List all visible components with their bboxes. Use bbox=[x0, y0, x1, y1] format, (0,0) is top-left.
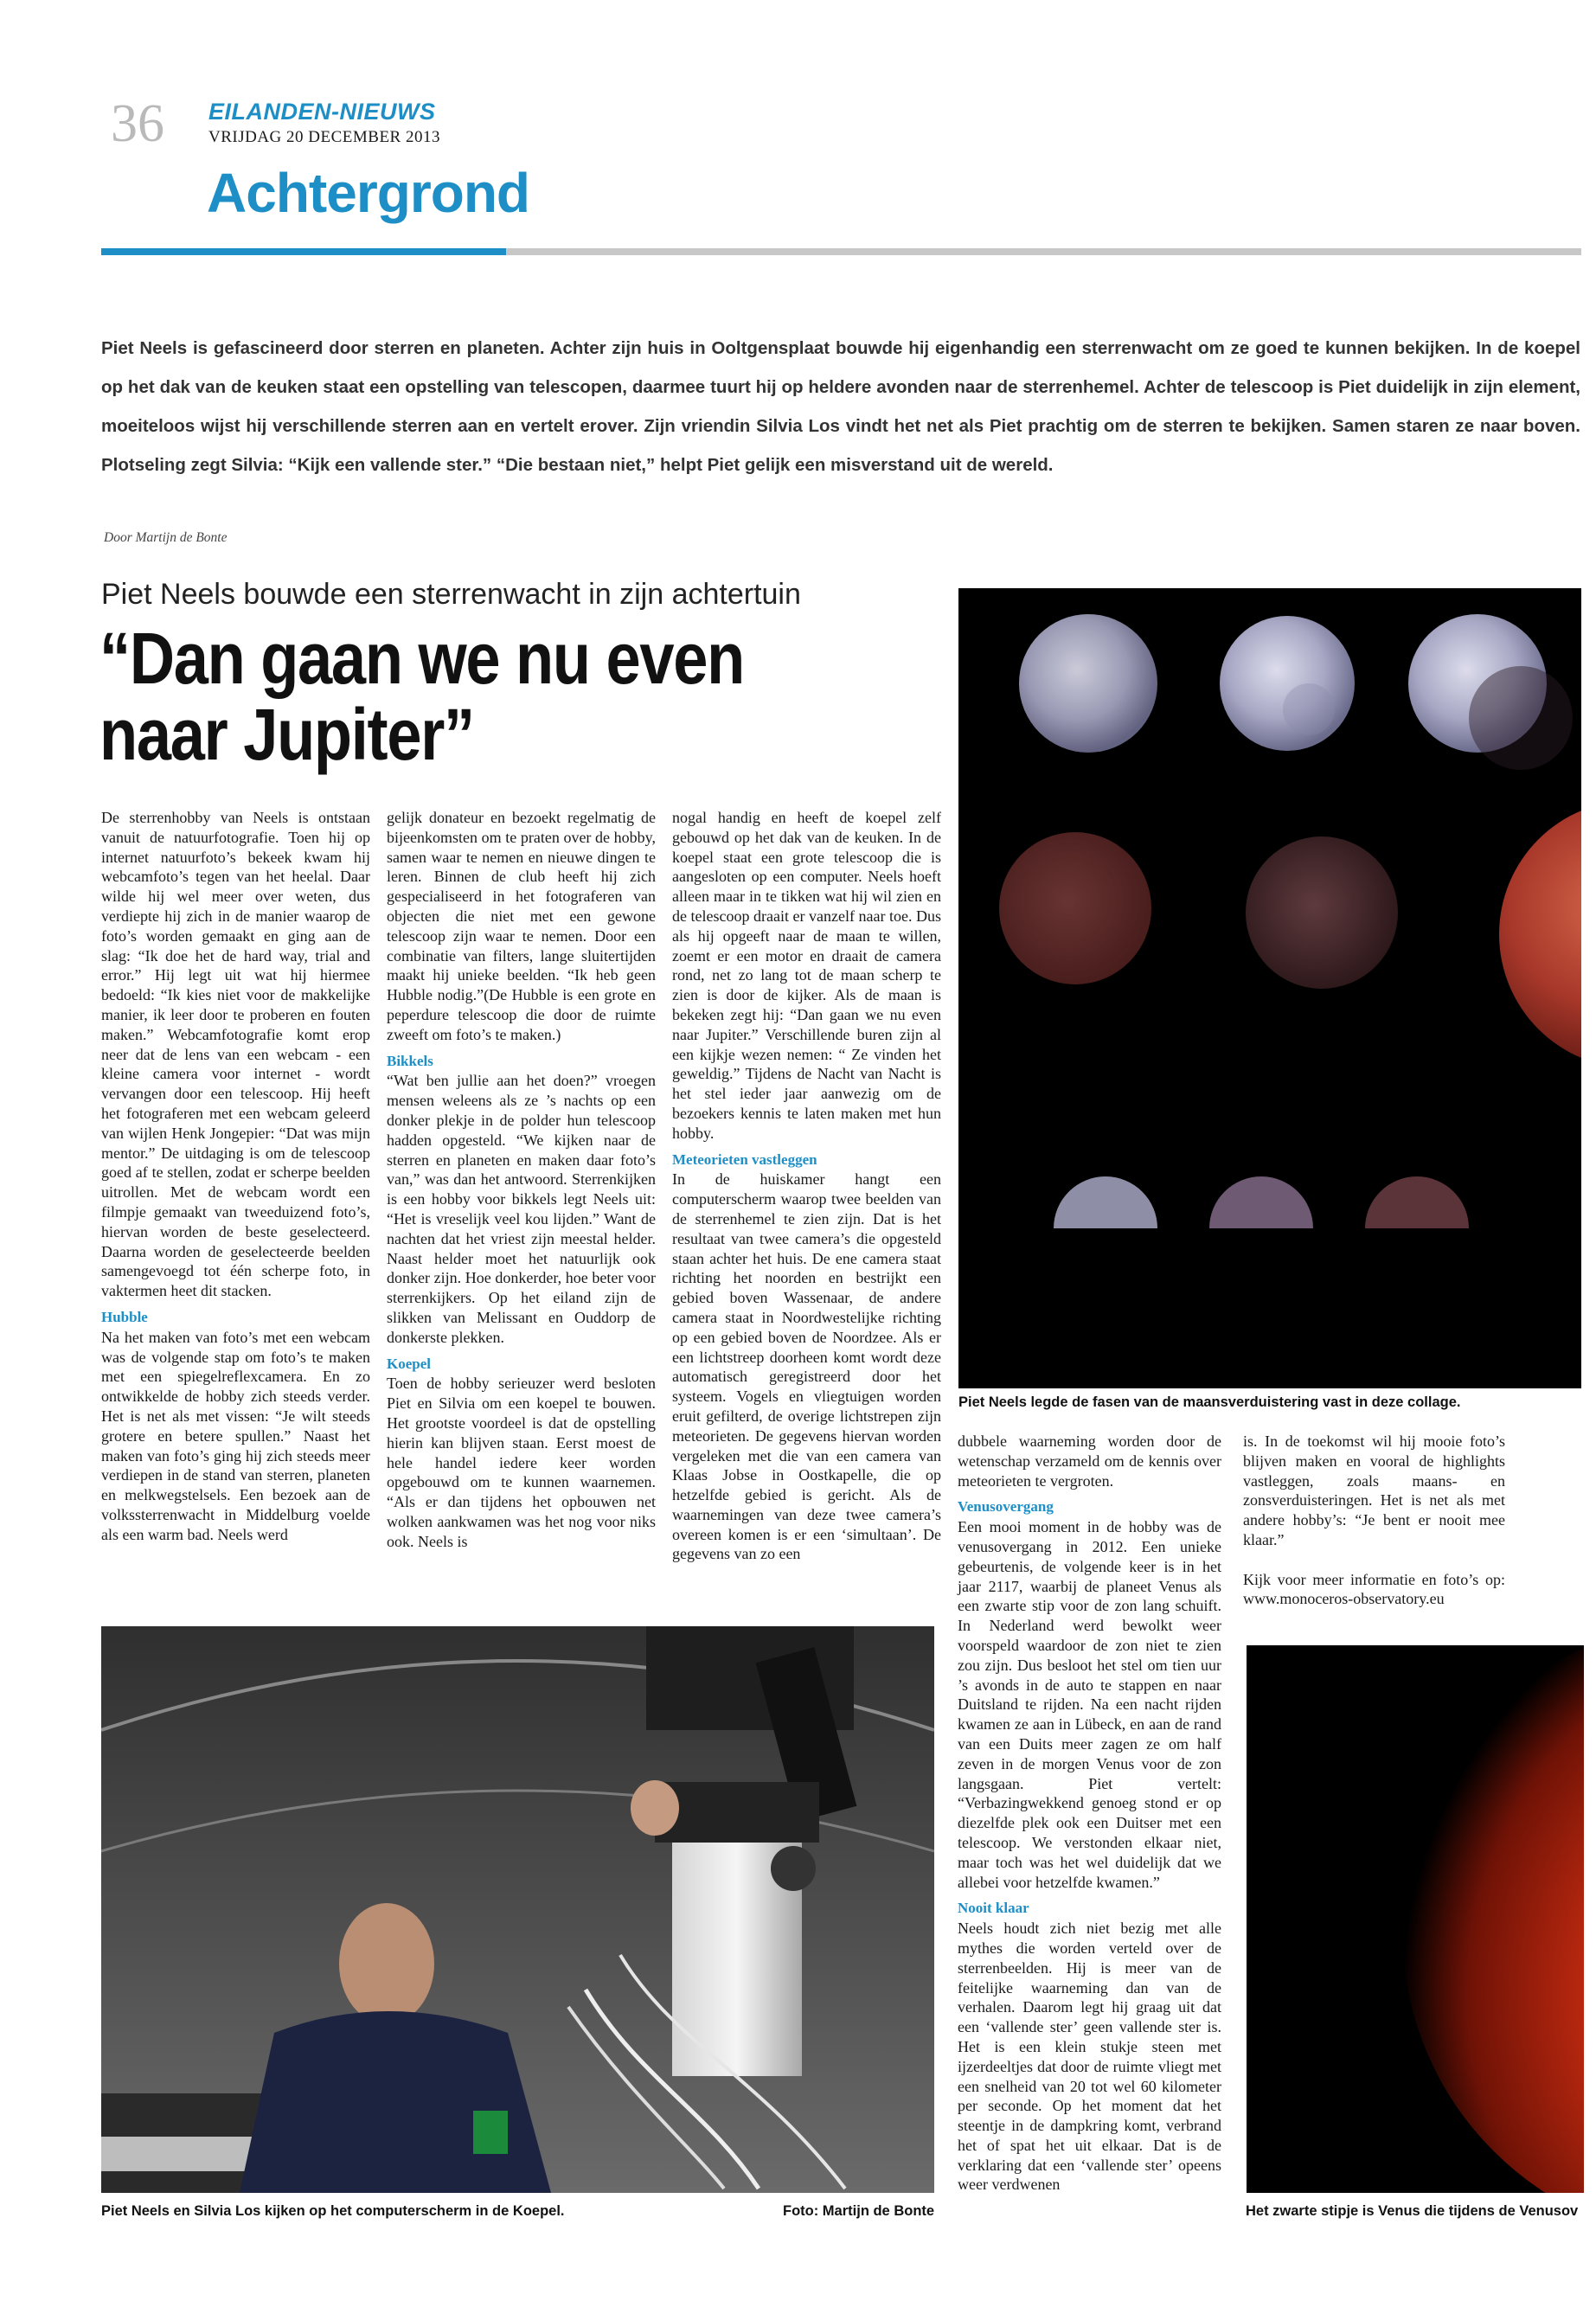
body-paragraph: Toen de hobby serieuzer werd besloten Piet en Silvia om een koepel te bouwen. Het grootste voordeel is dat de opstelling hierin kan blijven staan. Eerst moest de hele handel iedere keer worden opgebouwd om te kunnen waarnemen. “Als er dan tijdens het opbouwen net wolken aankwamen was het nog voor niks ook. Neels is bbox=[387, 1375, 656, 1550]
venus-transit-photo bbox=[1247, 1645, 1584, 2193]
venus-photo-caption: Het zwarte stipje is Venus die tijdens de Venusov bbox=[1246, 2203, 1579, 2219]
body-paragraph: Een mooi moment in de hobby was de venusovergang in 2012. Een unieke gebeurtenis, de volgende keer is in het jaar 2117, waarbij de planeet Venus als een zwarte stip voor de zon lang schuift. In Nederland werd bewolkt weer voorspeld waardoor de zon niet te zien zou zijn. Dus besloot het stel om tien uur ’s avonds in de auto te stappen en naar Duitsland te rijden. Na een nacht rijden kwamen ze aan in Lübeck, en aan de rand van een Duits meer zagen ze om half zeven in de morgen Venus voor de zon langsgaan. Piet vertelt: “Verbazingwekkend genoeg stond er op diezelfde plek ook een Duitser met een telescoop. We verstonden elkaar niet, maar toch was het wel duidelijk dat we allebei voor hetzelfde kwamen.” bbox=[958, 1518, 1221, 1891]
venus-transit-image bbox=[1247, 1645, 1584, 2193]
subheading: Meteorieten vastleggen bbox=[672, 1150, 817, 1168]
publication-logo: EILANDEN-NIEUWS bbox=[208, 99, 436, 125]
observatory-photo bbox=[101, 1626, 934, 2193]
body-paragraph: In de huiskamer hangt een computerscherm waarop twee beelden van de sterrenhemel te zien zijn. Dat is het resultaat van twee camera’s die opgesteld staan achter het huis. De ene camera staat richting het noorden en bestrijkt een gebied boven Wassenaar, de andere camera staat in Noordwestelijke richting op een gebied boven de Noordzee. Als er een lichtstreep doorheen komt wordt deze automatisch geregistreerd door het systeem. Vogels en vliegtuigen worden eruit gefilterd, de overige lichtstrepen zijn meteorieten. De gegevens hiervan worden vergeleken met die van een camera van Klaas Jobse in Oostkapelle, die op hetzelfde gebied is gericht. Als de waarnemingen van deze twee camera’s overeen komen is er een ‘simultaan’. De gegevens van zo een bbox=[672, 1170, 941, 1563]
section-title: Achtergrond bbox=[207, 162, 529, 224]
body-paragraph: Neels houdt zich niet bezig met alle mythes die worden verteld over de sterrenbeelden. Hij is meer van de feitelijke waarneming dan van de verhalen. Daarom legt hij graag uit dat een ‘vallende ster’ geen vallende ster is. Het is een klein stukje steen met ijzerdeeltjes dat door de ruimte vliegt met een snelheid van 20 tot wel 60 kilometer per seconde. Op het moment dat het steentje in de dampkring komt, verbrand het of spat het uit elkaar. Dat is de verklaring dat een ‘vallende ster’ opeens weer verdwenen bbox=[958, 1920, 1221, 2194]
body-column-4 bbox=[958, 1432, 1221, 2195]
body-paragraph: dubbele waarneming worden door de wetenschap verzameld om de kennis over meteorieten te vergroten. bbox=[958, 1433, 1221, 1490]
publication-date: VRIJDAG 20 DECEMBER 2013 bbox=[208, 128, 440, 146]
byline: Door Martijn de Bonte bbox=[104, 530, 228, 545]
body-paragraph: De sterrenhobby van Neels is ontstaan vanuit de natuurfotografie. Toen hij op internet natuurfoto’s bekeek kwam hij webcamfoto’s tegen van het heelal. Daar wilde hij wel meer over weten, dus verdiepte hij zich in de manier waarop de foto’s worden gemaakt en ging aan de slag: “Ik doe het de hard way, trial and error.” Hij legt uit wat hij hiermee bedoeld: “Ik kies niet voor de makkelijke manier, ik leer door te proberen en fouten maken.” Webcamfotografie komt erop neer dat de lens van een webcam - een kleine camera voor internet - wordt vervangen door een telescoop. Hij heeft het fotograferen met een webcam geleerd van wijlen Henk Jongepier: “Dat was mijn mentor.” De uitdaging is om de telescoop goed af te stellen, zodat er scherpe beelden uitrollen. Met de webcam wordt een filmpje gemaakt van tweeduizend foto’s, hiervan worden de beste geselecteerd. Daarna worden de geselecteerde beelden samengevoegd tot één scherpe foto, in vaktermen heet dit stacken. bbox=[101, 809, 370, 1300]
observatory-photo-caption: Piet Neels en Silvia Los kijken op het computerscherm in de Koepel. bbox=[101, 2203, 565, 2219]
body-paragraph: Kijk voor meer informatie en foto’s op: www.monoceros-observatory.eu bbox=[1243, 1570, 1505, 1608]
moon-collage-caption: Piet Neels legde de fasen van de maansverduistering vast in deze collage. bbox=[958, 1394, 1461, 1410]
article-kicker: Piet Neels bouwde een sterrenwacht in zijn achtertuin bbox=[101, 578, 801, 611]
section-rule bbox=[506, 248, 1581, 255]
subheading: Koepel bbox=[387, 1355, 431, 1372]
body-paragraph: Na het maken van foto’s met een webcam was de volgende stap om foto’s te maken met een spiegelreflexcamera. En zo ontwikkelde de hobby zich steeds verder. Het is net als met vissen: “Je wilt steeds grotere en betere spullen.” Naast het maken van foto’s ging hij zich steeds meer verdiepen in de stand van sterren, planeten en melkwegstelsels. Een bezoek aan de volkssterrenwacht in Middelburg voelde als een warm bad. Neels werd bbox=[101, 1328, 370, 1543]
body-column-1 bbox=[101, 808, 370, 1544]
subheading: Bikkels bbox=[387, 1052, 433, 1069]
paragraph-spacer bbox=[1243, 1550, 1505, 1570]
body-column-5 bbox=[1243, 1432, 1505, 1609]
body-column-3 bbox=[672, 808, 941, 1564]
subheading: Nooit klaar bbox=[958, 1900, 1029, 1917]
page-number: 36 bbox=[111, 94, 164, 153]
section-rule-accent bbox=[101, 248, 506, 255]
subheading: Venusovergang bbox=[958, 1498, 1054, 1516]
body-paragraph: “Wat ben jullie aan het doen?” vroegen mensen weleens als ze ’s nachts op een donker plekje in de polder hun telescoop hadden opgesteld. “We kijken naar de sterren en planeten en maken daar foto’s van,” was dan het antwoord. Sterrenkijken is een hobby voor bikkels legt Neels uit: “Het is vreselijk veel kou lijden.” Want de nachten dat het vriest zijn meestal helder. Naast helder moet het natuurlijk ook donker zijn. Hoe donkerder, hoe beter voor sterrenkijkers. Op het eiland zijn de slikken van Melissant en Ouddorp de donkerste plekken. bbox=[387, 1072, 656, 1346]
lunar-eclipse-collage-photo bbox=[958, 588, 1581, 1388]
article-headline: “Dan gaan we nu even naar Jupiter” bbox=[99, 618, 744, 775]
body-paragraph: is. In de toekomst wil hij mooie foto’s blijven maken en vooral de highlights vastleggen, zoals maans- en zonsverduisteringen. Het is net als met andere hobby’s: “Je bent er nooit mee klaar.” bbox=[1243, 1433, 1505, 1548]
photo-credit: Foto: Martijn de Bonte bbox=[783, 2203, 935, 2219]
body-paragraph: nogal handig en heeft de koepel zelf gebouwd op het dak van de keuken. In de koepel staat een grote telescoop die is aangesloten op een computer. Neels hoeft alleen maar in te tikken wat hij wil zien en de telescoop draait er vanzelf naar toe. Dus als hij opgeeft naar de maan te willen, zoemt er een motor en draait de camera rond, net zo lang tot de maan scherp te zien is door de kijker. Als de maan is bekeken zegt hij: “Dan gaan we nu even naar Jupiter.” Verschillende buren zijn al een kijkje wezen nemen: “ Ze vinden het geweldig.” Tijdens de Nacht van Nacht is het stel ieder jaar aanwezig om de bezoekers kennis te laten maken met hun hobby. bbox=[672, 809, 941, 1142]
observatory-photo-image bbox=[101, 1626, 934, 2193]
body-paragraph: gelijk donateur en bezoekt regelmatig de bijeenkomsten om te praten over de hobby, samen waar te nemen en nieuwe dingen te leren. Binnen de club heeft hij zich gespecialiseerd in het fotograferen van objecten die niet met een gewone telescoop zijn waar te nemen. Door een combinatie van filters, lange sluitertijden maakt hij unieke beelden. “Ik heb geen Hubble nodig.”(De Hubble is een grote en peperdure telescoop die door de ruimte zweeft om foto’s te maken.) bbox=[387, 809, 656, 1043]
subheading: Hubble bbox=[101, 1308, 148, 1325]
body-column-2 bbox=[387, 808, 656, 1551]
lunar-eclipse-collage-image bbox=[958, 588, 1581, 1388]
article-intro: Piet Neels is gefascineerd door sterren en planeten. Achter zijn huis in Ooltgensplaat bouwde hij eigenhandig een sterrenwacht om ze goed te kunnen bekijken. In de koepel op het dak van de keuken staat een opstelling van telescopen, daarmee tuurt hij op heldere avonden naar de sterrenhemel. Achter de telescoop is Piet duidelijk in zijn element, moeiteloos wijst hij verschillende sterren aan en vertelt erover. Zijn vriendin Silvia Los vindt het net als Piet prachtig om de sterren te bekijken. Samen staren ze naar boven. Plotseling zegt Silvia: “Kijk een vallende ster.” “Die bestaan niet,” helpt Piet gelijk een misverstand uit de wereld. bbox=[101, 338, 1580, 475]
